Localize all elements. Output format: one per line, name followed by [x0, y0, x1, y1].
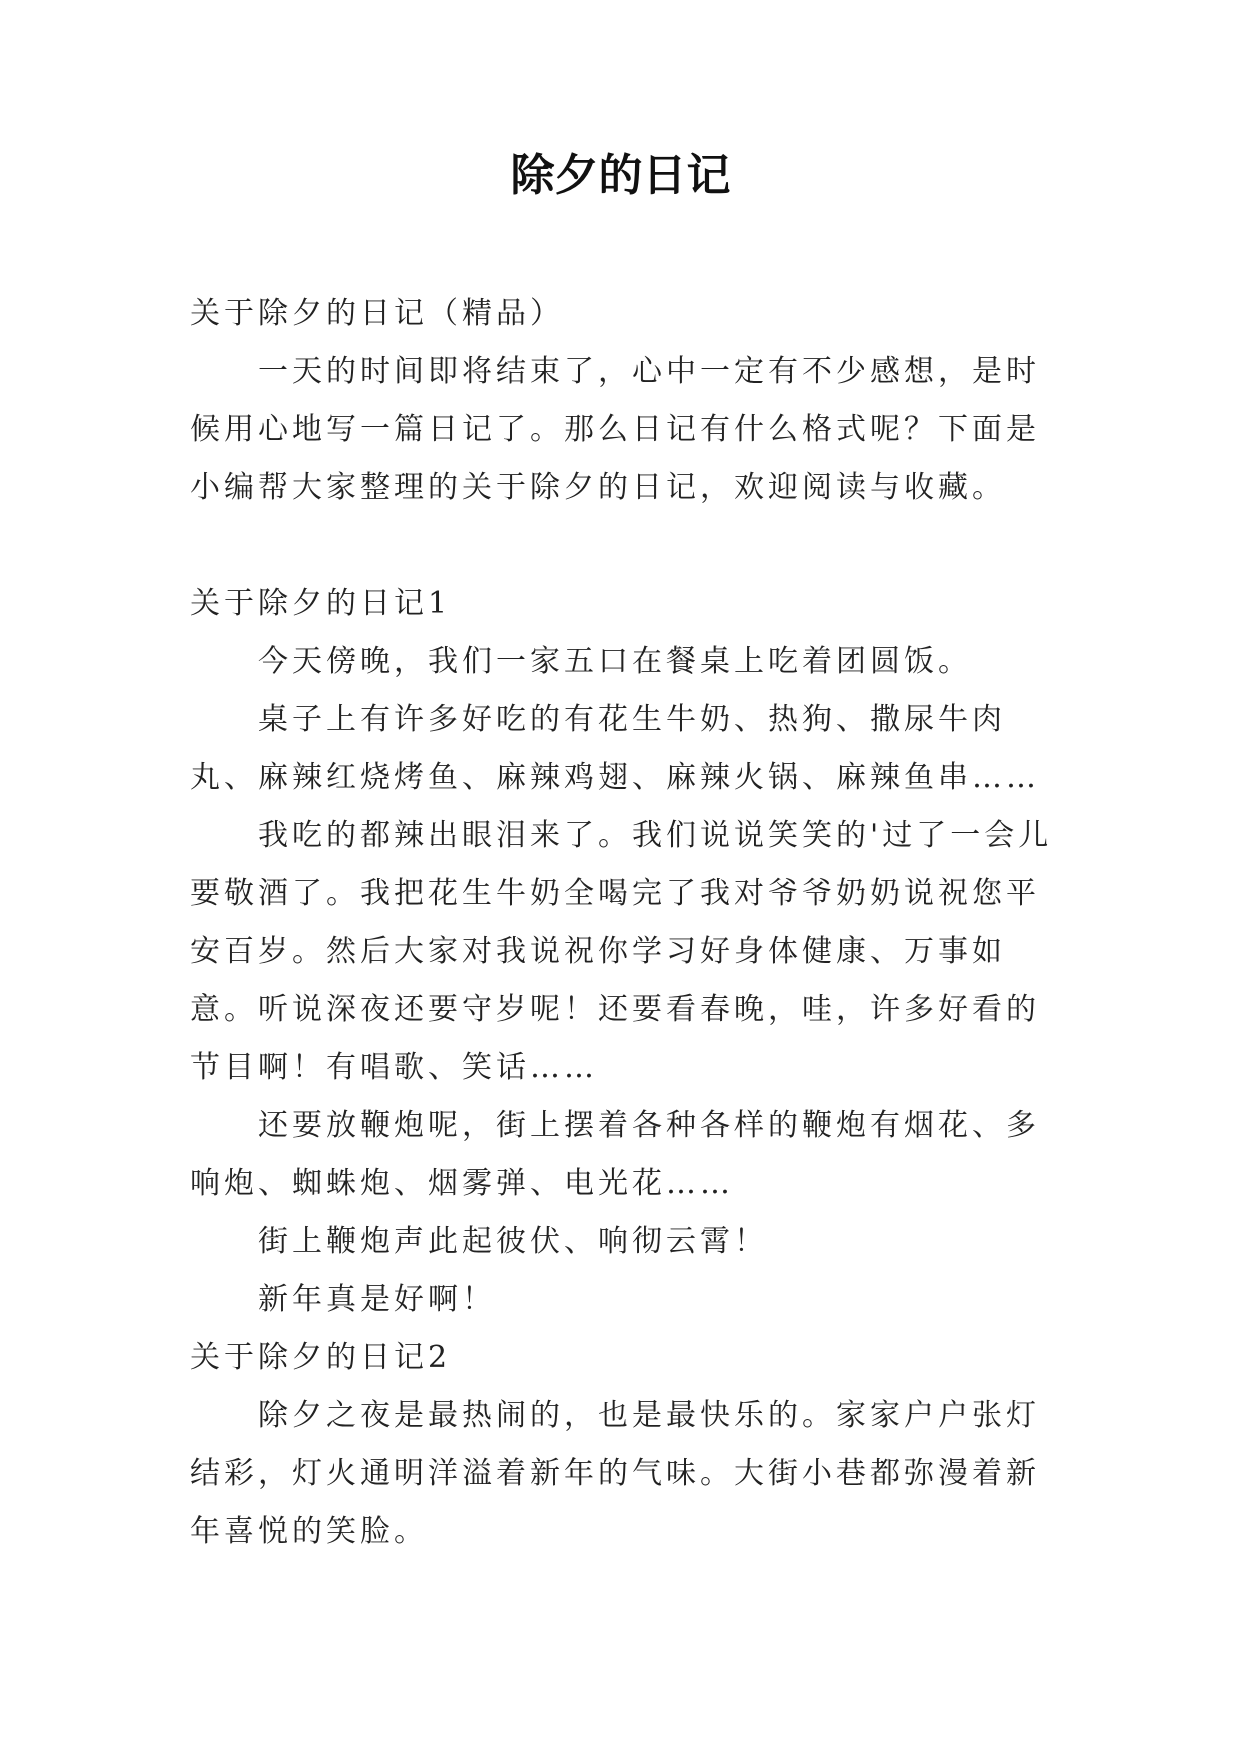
section-spacer: [190, 517, 1070, 575]
section-heading-2: 关于除夕的日记2: [190, 1340, 452, 1375]
document-body: [190, 285, 1070, 1561]
section-1-paragraph: 桌子上有许多好吃的有花生牛奶、热狗、撒尿牛肉丸、麻辣红烧烤鱼、麻辣鸡翅、麻辣火锅、麻辣鱼串……: [190, 702, 1040, 795]
section-1-paragraph: 我吃的都辣出眼泪来了。我们说说笑笑的'过了一会儿要敬酒了。我把花生牛奶全喝完了我对爷爷奶奶说祝您平安百岁。然后大家对我说祝你学习好身体健康、万事如意。听说深夜还要守岁呢！还要看春晚，哇，许多好看的节目啊！有唱歌、笑话……: [190, 818, 1053, 1085]
section-1-paragraph: 还要放鞭炮呢，街上摆着各种各样的鞭炮有烟花、多响炮、蜘蛛炮、烟雾弹、电光花……: [190, 1108, 1040, 1201]
page-title: 除夕的日记: [510, 150, 731, 201]
section-2-paragraph: 除夕之夜是最热闹的，也是最快乐的。家家户户张灯结彩，灯火通明洋溢着新年的气味。大街小巷都弥漫着新年喜悦的笑脸。: [190, 1398, 1040, 1549]
section-1-paragraph: 今天傍晚，我们一家五口在餐桌上吃着团圆饭。: [258, 644, 972, 679]
section-1-paragraph: 新年真是好啊！: [258, 1282, 496, 1317]
section-heading-1: 关于除夕的日记1: [190, 586, 452, 621]
section-1-paragraph: 街上鞭炮声此起彼伏、响彻云霄！: [258, 1224, 768, 1259]
intro-heading: 关于除夕的日记（精品）: [190, 296, 564, 331]
intro-paragraph: 一天的时间即将结束了，心中一定有不少感想，是时候用心地写一篇日记了。那么日记有什么格式呢？下面是小编帮大家整理的关于除夕的日记，欢迎阅读与收藏。: [190, 354, 1040, 505]
